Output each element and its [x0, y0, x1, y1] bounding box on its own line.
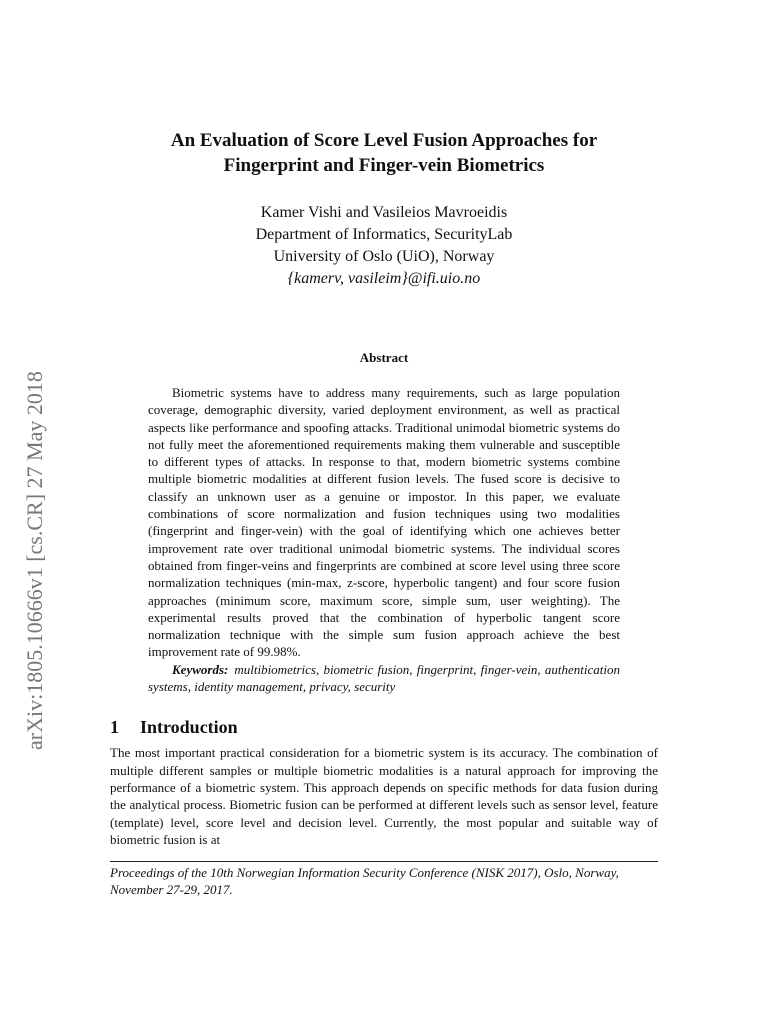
- arxiv-identifier-stamp: [20, 310, 50, 750]
- introduction-text: The most important practical consideration for a biometric system is its accuracy. The combination of multiple different samples or multiple biometric modalities is a natural approach for improving the performance of a biometric system. This approach depends on specific methods for data fusion during the analytical process. Biometric fusion can be performed at different levels such as sensor level, feature (template) level, score level and decision level. Currently, the most popular and suitable way of biometric fusion is at: [110, 745, 658, 847]
- section-heading: [110, 715, 658, 739]
- arxiv-identifier-text: arXiv:1805.10666v1 [cs.CR] 27 May 2018: [22, 371, 47, 750]
- keywords-label: Keywords:: [172, 661, 229, 677]
- proceedings-footnote: Proceedings of the 10th Norwegian Information Security Conference (NISK 2017), Oslo, Norway, November 27-29, 2017.: [110, 861, 658, 899]
- paper-page: [110, 128, 658, 899]
- section-number: 1: [110, 717, 119, 738]
- author-names: Kamer Vishi and Vasileios Mavroeidis: [260, 204, 508, 221]
- author-university: University of Oslo (UiO), Norway: [273, 248, 495, 265]
- author-block: [110, 202, 658, 290]
- title-line-1: An Evaluation of Score Level Fusion Approaches for: [170, 130, 598, 151]
- title-line-2: Fingerprint and Finger-vein Biometrics: [223, 155, 545, 176]
- paper-title: [110, 128, 658, 178]
- author-email: {kamerv, vasileim}@ifi.uio.no: [287, 270, 481, 287]
- author-department: Department of Informatics, SecurityLab: [255, 226, 513, 243]
- keywords-text: multibiometrics, biometric fusion, fingerprint, finger-vein, authentication systems, identity management, privacy, security: [148, 661, 620, 695]
- abstract-text: Biometric systems have to address many requirements, such as large population coverage, demographic diversity, varied deployment environment, as well as practical aspects like performance and spoofing attacks. Traditional unimodal biometric systems do not fully meet the aforementioned requirements making them vulnerable and susceptible to different types of attacks. In response to that, modern biometric systems combine multiple biometric modalities at different fusion levels. The fused score is decisive to classify an unknown user as a genuine or impostor. In this paper, we evaluate combinations of score normalization and fusion techniques using two modalities (fingerprint and finger-vein) with the goal of identifying which one achieves better improvement rate over traditional unimodal biometric systems. The individual scores obtained from finger-veins and fingerprints are combined at score level using three score normalization techniques (min-max, z-score, hyperbolic tangent) and four score fusion approaches (minimum score, maximum score, simple sum, user weighting). The experimental results proved that the combination of hyperbolic tangent score normalization technique with the simple sum fusion approach achieve the best improvement rate of 99.98%.: [148, 385, 620, 660]
- abstract-heading: Abstract: [359, 350, 409, 365]
- section-title-text: Introduction: [140, 717, 238, 738]
- keywords: [148, 661, 620, 696]
